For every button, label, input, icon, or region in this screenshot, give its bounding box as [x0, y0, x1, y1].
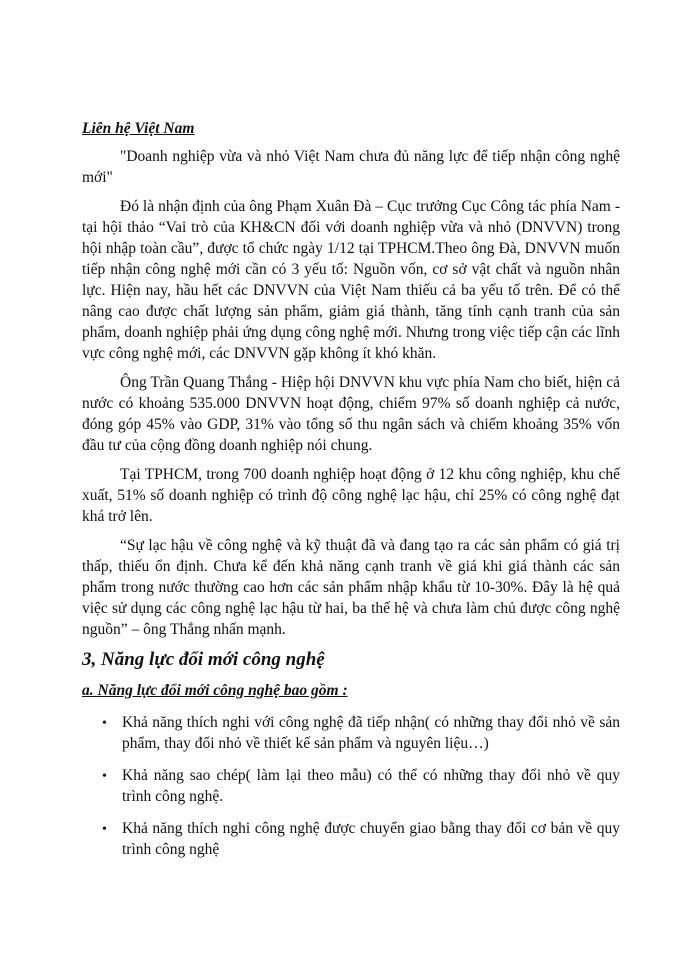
section-title-innovation: 3, Năng lực đổi mới công nghệ [82, 649, 325, 670]
subsection-title: a. Năng lực đổi mới công nghệ bao gồm : [82, 682, 348, 699]
bullet-icon: • [102, 769, 107, 784]
paragraph-quote-title: "Doanh nghiệp vừa và nhỏ Việt Nam chưa đủ năng lực để tiếp nhận công nghệ mới" [82, 148, 620, 186]
bullet-icon: • [102, 716, 107, 731]
list-item-text: Khả năng thích nghi công nghệ được chuyển giao bằng thay đổi cơ bản về quy trình công nghệ [122, 820, 620, 858]
list-item [82, 712, 620, 754]
bullet-icon: • [102, 822, 107, 837]
list-item [82, 818, 620, 860]
paragraph-statistics: Ông Trần Quang Thắng - Hiệp hội DNVVN khu vực phía Nam cho biết, hiện cả nước có khoảng 535.000 DNVVN hoạt động, chiếm 97% số doanh nghiệp cả nước, đóng góp 45% vào GDP, 31% vào tổng số thu ngân sách và chiếm khoảng 35% vốn đầu tư của cộng đồng doanh nghiệp nói chung. [82, 374, 620, 454]
paragraph-quote-thang: “Sự lạc hậu về công nghệ và kỹ thuật đã và đang tạo ra các sản phẩm có giá trị thấp, thiếu ổn định. Chưa kể đến khả năng cạnh tranh về giá khi giá thành các sản phẩm trong nước thường cao hơn các sản phẩm nhập khẩu từ 10-30%. Đây là hệ quả việc sử dụng các công nghệ lạc hậu từ hai, ba thế hệ và chưa làm chủ được công nghệ nguồn” – ông Thắng nhấn mạnh. [82, 537, 620, 638]
bullet-list [82, 712, 620, 860]
document-page [82, 118, 620, 871]
list-item-text: Khả năng thích nghi với công nghệ đã tiếp nhận( có những thay đổi nhỏ về sản phẩm, thay đổi nhỏ về thiết kế sản phẩm và nguyên liệu…) [122, 714, 620, 752]
list-item [82, 765, 620, 807]
paragraph-statement: Đó là nhận định của ông Phạm Xuân Đà – Cục trưởng Cục Công tác phía Nam - tại hội thảo “Vai trò của KH&CN đối với doanh nghiệp vừa và nhỏ (DNVVN) trong hội nhập toàn cầu”, được tổ chức ngày 1/12 tại TPHCM.Theo ông Đà, DNVVN muốn tiếp nhận công nghệ mới cần có 3 yếu tố: Nguồn vốn, cơ sở vật chất và nguồn nhân lực. Hiện nay, hầu hết các DNVVN của Việt Nam thiếu cả ba yếu tố trên. Để có thể nâng cao được chất lượng sản phẩm, giảm giá thành, tăng tính cạnh tranh của sản phẩm, doanh nghiệp phải ứng dụng công nghệ mới. Nhưng trong việc tiếp cận các lĩnh vực công nghệ mới, các DNVVN gặp không ít khó khăn. [82, 198, 620, 362]
section-heading-vietnam: Liên hệ Việt Nam [82, 120, 195, 137]
paragraph-hcmc: Tại TPHCM, trong 700 doanh nghiệp hoạt động ở 12 khu công nghiệp, khu chế xuất, 51% số doanh nghiệp có trình độ công nghệ lạc hậu, chỉ 25% có công nghệ đạt khá trở lên. [82, 466, 620, 525]
list-item-text: Khả năng sao chép( làm lại theo mẫu) có thể có những thay đổi nhỏ về quy trình công nghệ. [122, 767, 620, 805]
